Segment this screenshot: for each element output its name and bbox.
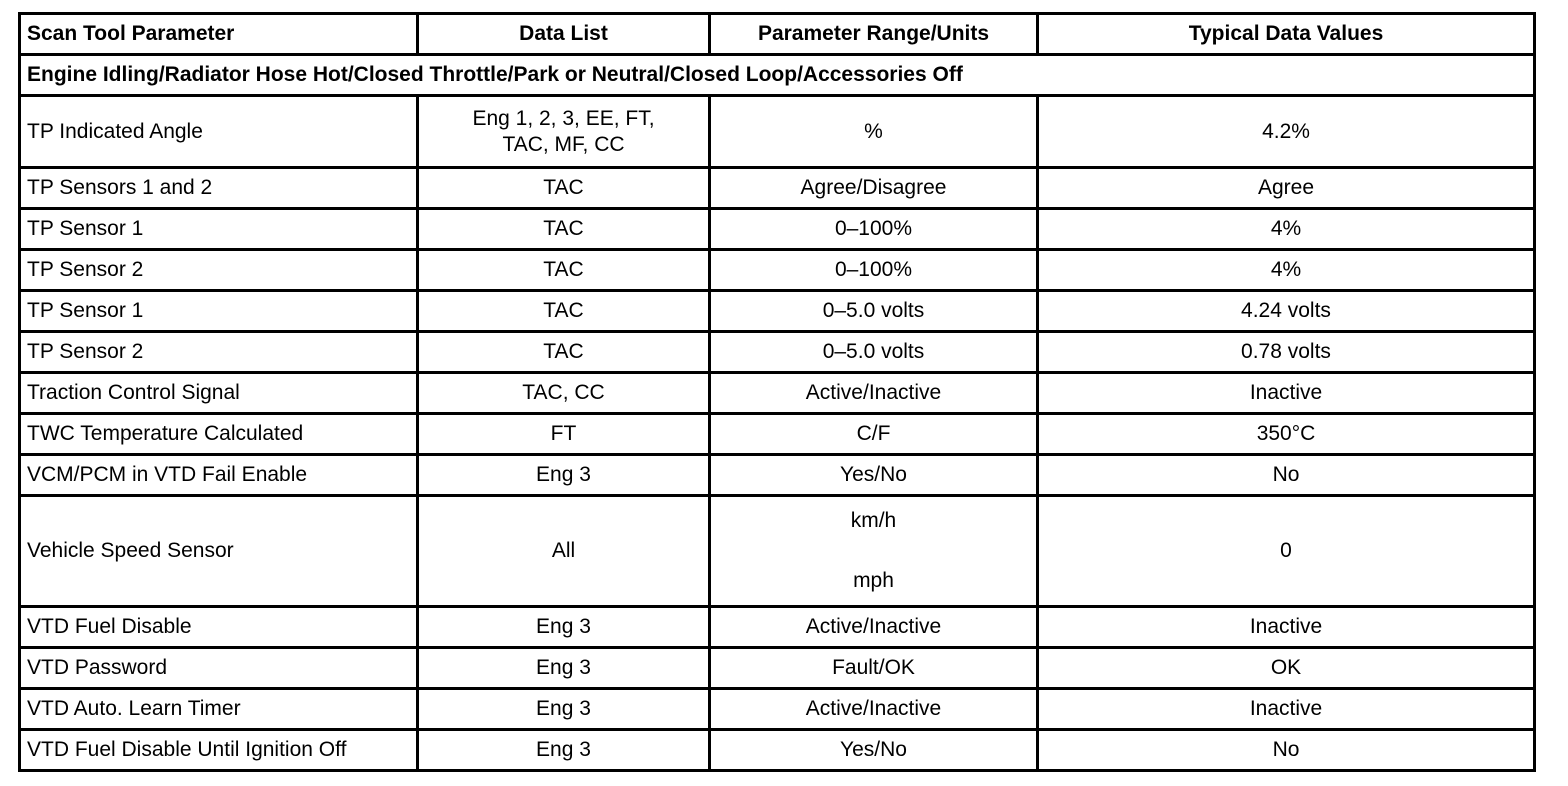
data-list-cell: Eng 3: [418, 648, 710, 689]
parameter-cell: TP Sensor 1: [20, 291, 418, 332]
table-row: [20, 96, 1535, 168]
range-cell: C/F: [710, 414, 1038, 455]
range-lines: [717, 508, 1030, 594]
typical-cell: 0: [1038, 496, 1535, 607]
data-list-cell: TAC: [418, 250, 710, 291]
typical-cell: 4.2%: [1038, 96, 1535, 168]
table-row: [20, 414, 1535, 455]
parameter-cell: VTD Password: [20, 648, 418, 689]
typical-cell: Inactive: [1038, 607, 1535, 648]
header-scan-tool-parameter: Scan Tool Parameter: [20, 14, 418, 55]
range-cell: Yes/No: [710, 730, 1038, 771]
data-list-cell: TAC, CC: [418, 373, 710, 414]
range-cell: 0–5.0 volts: [710, 332, 1038, 373]
data-list-cell: Eng 3: [418, 455, 710, 496]
condition-row: [20, 55, 1535, 96]
parameter-cell: VCM/PCM in VTD Fail Enable: [20, 455, 418, 496]
table-row: [20, 730, 1535, 771]
range-cell: 0–5.0 volts: [710, 291, 1038, 332]
typical-cell: Inactive: [1038, 373, 1535, 414]
table-row: [20, 291, 1535, 332]
typical-cell: 4%: [1038, 209, 1535, 250]
range-cell: Fault/OK: [710, 648, 1038, 689]
range-cell: Active/Inactive: [710, 689, 1038, 730]
table-row: [20, 168, 1535, 209]
range-cell: Yes/No: [710, 455, 1038, 496]
table-row: [20, 496, 1535, 607]
parameter-cell: TP Sensor 1: [20, 209, 418, 250]
data-list-cell: Eng 3: [418, 689, 710, 730]
header-data-list: Data List: [418, 14, 710, 55]
range-cell: [710, 496, 1038, 607]
range-cell: 0–100%: [710, 209, 1038, 250]
parameter-cell: TP Indicated Angle: [20, 96, 418, 168]
typical-cell: 4%: [1038, 250, 1535, 291]
range-cell: %: [710, 96, 1038, 168]
header-parameter-range-units: Parameter Range/Units: [710, 14, 1038, 55]
typical-cell: 4.24 volts: [1038, 291, 1535, 332]
data-list-cell: TAC: [418, 168, 710, 209]
condition-text: Engine Idling/Radiator Hose Hot/Closed Throttle/Park or Neutral/Closed Loop/Accessories Off: [20, 55, 1535, 96]
parameter-cell: VTD Fuel Disable Until Ignition Off: [20, 730, 418, 771]
parameter-cell: TP Sensor 2: [20, 332, 418, 373]
parameter-cell: VTD Fuel Disable: [20, 607, 418, 648]
data-list-cell: [418, 96, 710, 168]
range-cell: Active/Inactive: [710, 373, 1038, 414]
data-list-line: Eng 1, 2, 3, EE, FT,: [472, 106, 655, 130]
range-line: km/h: [850, 509, 897, 532]
typical-cell: Agree: [1038, 168, 1535, 209]
data-list-line: TAC, MF, CC: [502, 132, 625, 156]
header-typical-data-values: Typical Data Values: [1038, 14, 1535, 55]
typical-cell: 0.78 volts: [1038, 332, 1535, 373]
table-row: [20, 332, 1535, 373]
data-list-cell: TAC: [418, 209, 710, 250]
table-row: [20, 373, 1535, 414]
table-header-row: [20, 14, 1535, 55]
table-row: [20, 209, 1535, 250]
typical-cell: No: [1038, 455, 1535, 496]
range-cell: 0–100%: [710, 250, 1038, 291]
typical-cell: 350°C: [1038, 414, 1535, 455]
table-row: [20, 648, 1535, 689]
data-list-cell: Eng 3: [418, 730, 710, 771]
data-list-cell: FT: [418, 414, 710, 455]
parameter-cell: TP Sensor 2: [20, 250, 418, 291]
range-cell: Agree/Disagree: [710, 168, 1038, 209]
range-cell: Active/Inactive: [710, 607, 1038, 648]
scan-tool-data-table: [18, 12, 1536, 772]
parameter-cell: Vehicle Speed Sensor: [20, 496, 418, 607]
data-list-cell: TAC: [418, 332, 710, 373]
data-list-cell: Eng 3: [418, 607, 710, 648]
table-row: [20, 689, 1535, 730]
table-row: [20, 250, 1535, 291]
parameter-cell: TP Sensors 1 and 2: [20, 168, 418, 209]
data-list-cell: All: [418, 496, 710, 607]
typical-cell: Inactive: [1038, 689, 1535, 730]
data-list-cell: TAC: [418, 291, 710, 332]
range-line: mph: [853, 569, 894, 592]
parameter-cell: TWC Temperature Calculated: [20, 414, 418, 455]
parameter-cell: Traction Control Signal: [20, 373, 418, 414]
typical-cell: No: [1038, 730, 1535, 771]
table-row: [20, 455, 1535, 496]
parameter-cell: VTD Auto. Learn Timer: [20, 689, 418, 730]
typical-cell: OK: [1038, 648, 1535, 689]
table-row: [20, 607, 1535, 648]
